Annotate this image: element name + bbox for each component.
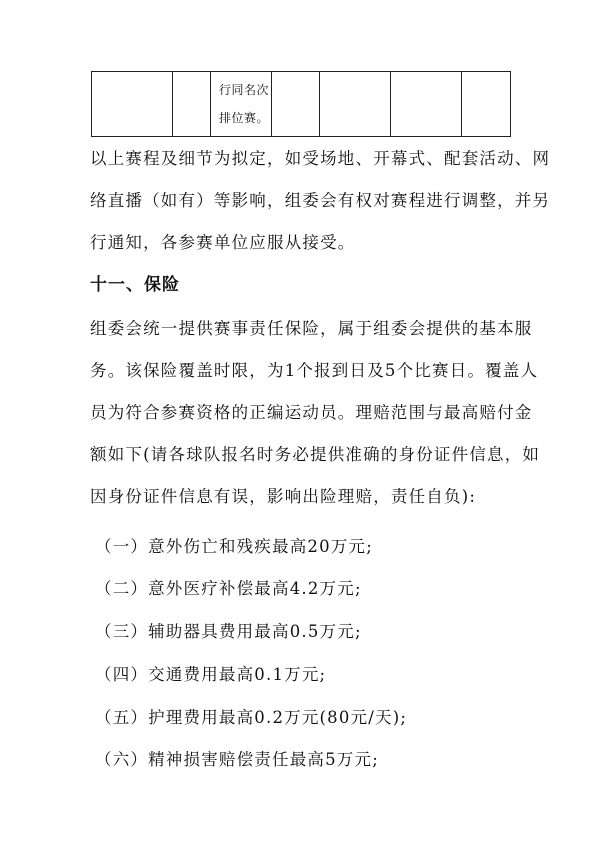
coverage-item: （三）辅助器具费用最高0.5万元;	[95, 622, 362, 641]
paragraph-line: 额如下(请各球队报名时务必提供准确的身份证件信息，如	[90, 445, 541, 464]
table-cell	[173, 72, 211, 137]
table-cell	[92, 72, 173, 137]
table-cell-line: 排位赛。	[219, 111, 270, 125]
paragraph-line: 务。该保险覆盖时限，为1个报到日及5个比赛日。覆盖人	[90, 361, 539, 380]
coverage-item: （四）交通费用最高0.1万元;	[95, 665, 327, 684]
coverage-item: （二）意外医疗补偿最高4.2万元;	[95, 579, 362, 598]
coverage-item: （五）护理费用最高0.2万元(80元/天);	[95, 708, 408, 727]
section-heading: 十一、保险	[90, 275, 180, 295]
table-cell-line: 行同名次	[219, 83, 270, 97]
paragraph-line: 行通知，各参赛单位应服从接受。	[90, 233, 356, 252]
table-row	[92, 72, 511, 137]
coverage-item: （六）精神损害赔偿责任最高5万元;	[95, 750, 379, 769]
schedule-table-fragment	[91, 71, 511, 137]
table-cell	[320, 72, 391, 137]
schedule-note-paragraph	[90, 138, 551, 264]
table-cell	[462, 72, 511, 137]
table-cell-note	[211, 72, 272, 137]
paragraph-line: 因身份证件信息有误，影响出险理赔，责任自负):	[90, 487, 477, 506]
paragraph-line: 以上赛程及细节为拟定，如受场地、开幕式、配套活动、网	[90, 149, 551, 168]
table-cell	[391, 72, 462, 137]
insurance-paragraph	[90, 308, 541, 518]
paragraph-line: 组委会统一提供赛事责任保险，属于组委会提供的基本服	[90, 319, 533, 338]
table-cell	[272, 72, 320, 137]
coverage-item: （一）意外伤亡和残疾最高20万元;	[95, 537, 373, 556]
paragraph-line: 络直播（如有）等影响，组委会有权对赛程进行调整，并另	[90, 191, 551, 210]
paragraph-line: 员为符合参赛资格的正编运动员。理赔范围与最高赔付金	[90, 403, 533, 422]
